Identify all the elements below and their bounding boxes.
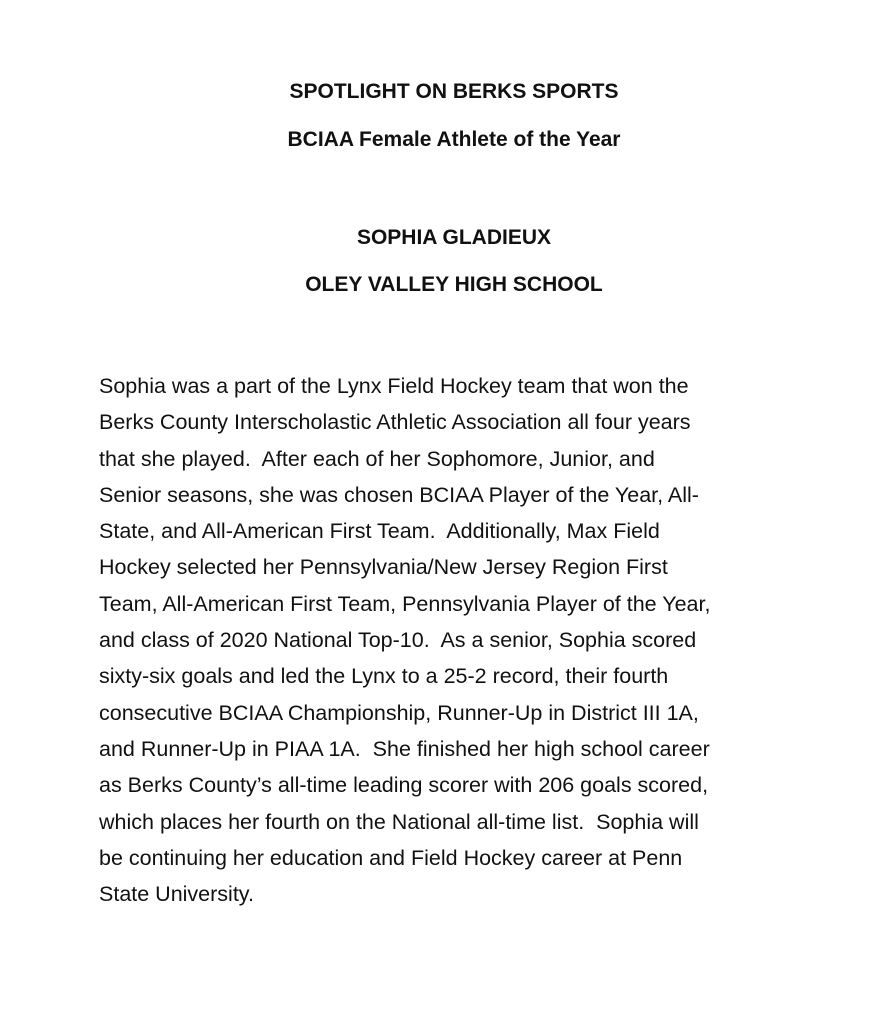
paragraph-line: Berks County Interscholastic Athletic Association all four years [99, 410, 691, 435]
section-title: SPOTLIGHT ON BERKS SPORTS [289, 80, 619, 103]
athlete-name: SOPHIA GLADIEUX [356, 226, 552, 249]
paragraph-line: Team, All-American First Team, Pennsylvania Player of the Year, [99, 591, 711, 616]
paragraph-line: State, and All-American First Team. Additionally, Max Field [99, 519, 660, 544]
paragraph-line: be continuing her education and Field Hockey career at Penn [99, 845, 683, 870]
paragraph-line: Sophia was a part of the Lynx Field Hockey team that won the [99, 374, 689, 398]
biography-paragraph [99, 368, 839, 912]
paragraph-line: and class of 2020 National Top-10. As a senior, Sophia scored [99, 628, 697, 653]
school-name: OLEY VALLEY HIGH SCHOOL [305, 273, 603, 296]
paragraph-line: Hockey selected her Pennsylvania/New Jersey Region First [99, 555, 668, 580]
paragraph-line: that she played. After each of her Sophomore, Junior, and [99, 446, 655, 471]
paragraph-line: State University. [99, 882, 254, 907]
paragraph-line: and Runner-Up in PIAA 1A. She finished her high school career [99, 736, 710, 761]
paragraph-line: as Berks County’s all-time leading scorer with 206 goals scored, [99, 773, 709, 798]
award-title: BCIAA Female Athlete of the Year [287, 128, 621, 151]
paragraph-line: which places her fourth on the National all-time list. Sophia will [99, 809, 699, 834]
paragraph-line: sixty-six goals and led the Lynx to a 25-2 record, their fourth [99, 664, 669, 689]
paragraph-line: Senior seasons, she was chosen BCIAA Player of the Year, All- [99, 482, 699, 507]
paragraph-line: consecutive BCIAA Championship, Runner-Up in District III 1A, [99, 700, 699, 725]
